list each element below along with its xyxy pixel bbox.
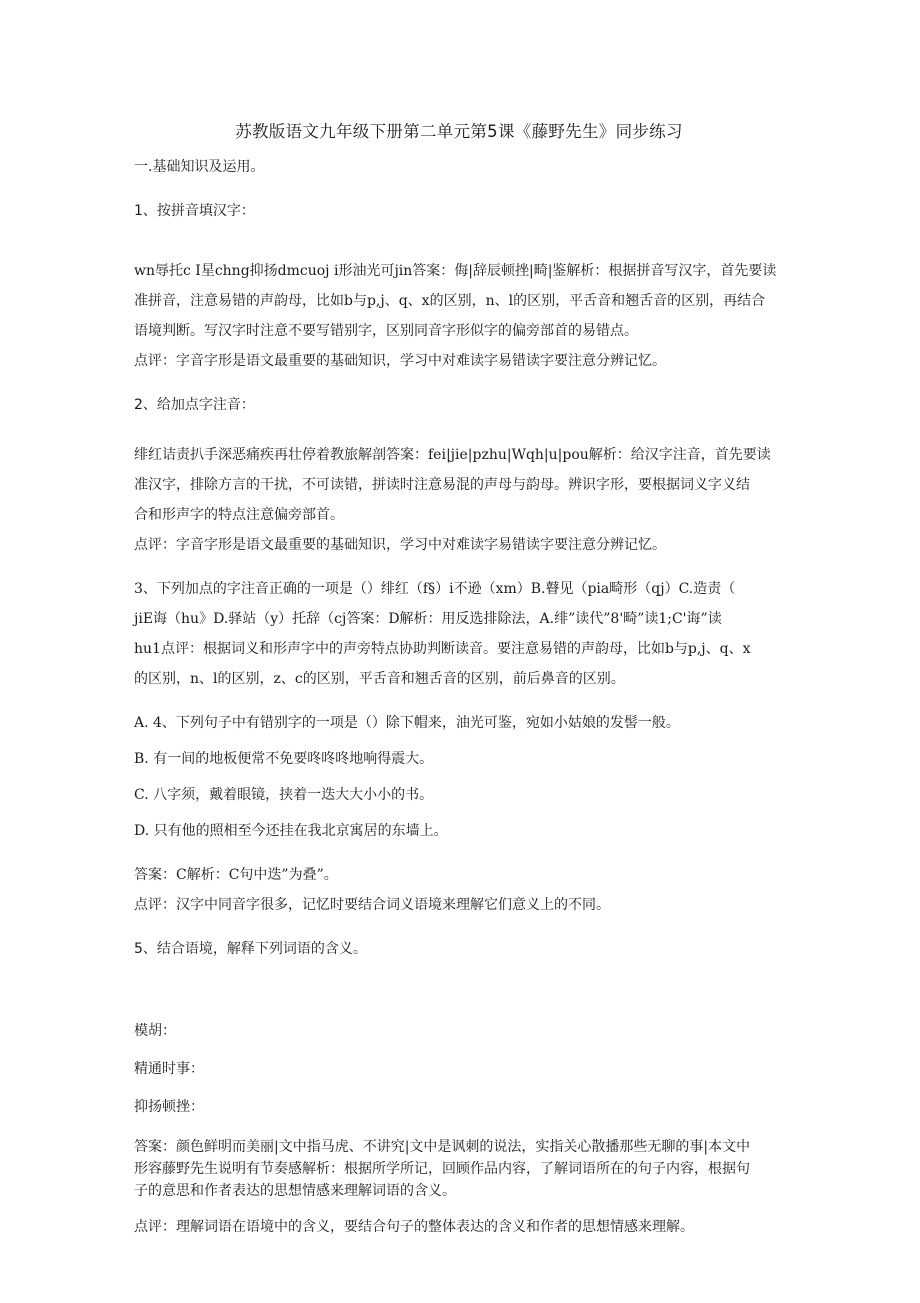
question-1-line: 准拼音，注意易错的声韵母，比如b与p,j、q、x的区别，n、l的区别，平舌音和翘舌音的区别，再结合 xyxy=(134,293,766,309)
question-4-option-c: C. 八字须，戴着眼镜，挟着一迭大大小小的书。 xyxy=(134,787,434,803)
question-5-answer-line: 子的意思和作者表达的思想情感来理解词语的含义。 xyxy=(134,1183,456,1199)
question-1-heading: 1、按拼音填汉字： xyxy=(134,203,255,219)
question-3-line: 3、下列加点的字注音正确的一项是（）绯红（f§）i不逊（xm）B.瞽见（pia畸形（qj）C.造责（ xyxy=(134,581,736,597)
question-3-line: hu1点评：根据词义和形声字中的声旁特点协助判断读音。要注意易错的声韵母，比如b与p,j、q、x xyxy=(134,641,751,657)
question-5-comment: 点评：理解词语在语境中的含义，要结合句子的整体表达的含义和作者的思想情感来理解。 xyxy=(134,1219,694,1235)
question-2-heading: 2、给加点字注音： xyxy=(134,397,255,413)
question-3-line: 的区别，n、l的区别，z、c的区别，平舌音和翘舌音的区别，前后鼻音的区别。 xyxy=(134,671,625,687)
question-1-comment: 点评：字音字形是语文最重要的基础知识，学习中对难读字易错读字要注意分辨记忆。 xyxy=(134,353,666,369)
page-title: 苏教版语文九年级下册第二单元第5课《藤野先生》同步练习 xyxy=(235,122,683,141)
question-4-option-d: D. 只有他的照相至今还挂在我北京寓居的东墙上。 xyxy=(134,823,448,839)
question-5-term: 抑扬顿挫： xyxy=(134,1099,204,1115)
document-page xyxy=(134,118,784,1242)
question-4-answer: 答案：C解析：C句中迭”为叠”。 xyxy=(134,867,338,883)
question-5-answer-line: 形容藤野先生说明有节奏感解析：根据所学所记，回顾作品内容，了解词语所在的句子内容，根据句 xyxy=(134,1161,750,1177)
question-4-option-a: A. 4、下列句子中有错别字的一项是（）除下帽来，油光可鉴，宛如小姑娘的发髻一般。 xyxy=(134,715,680,731)
question-2-line: 合和形声字的特点注意偏旁部首。 xyxy=(134,507,344,523)
section-heading: 一.基础知识及运用。 xyxy=(134,159,265,175)
question-5-heading: 5、结合语境，解释下列词语的含义。 xyxy=(134,941,367,957)
question-1-line: 语境判断。写汉字时注意不要写错别字，区别同音字形似字的偏旁部首的易错点。 xyxy=(134,323,638,339)
question-5-term: 模胡： xyxy=(134,1023,176,1039)
question-3-line: jiE诲（hu》D.驿站（y）托辞（cj答案：D解析：用反选排除法，A.绯”读代”8'畸”读1;C'诲”读 xyxy=(134,611,722,627)
question-2-line: 准汉字，排除方言的干扰，不可读错，拼读时注意易混的声母与韵母。辨识字形，要根据词义字义结 xyxy=(134,477,750,493)
question-1-line: wn辱托c I星chng抑扬dmcuoj i形油光可jin答案：侮|辞辰顿挫|畸|鉴解析：根据拼音写汉字，首先要读 xyxy=(134,263,777,279)
question-2-line: 绯红诘责扒手深恶痛疾再壮停着教旅解剖答案：fei|jie|pzhu|Wqh|u|pou解析：给汉字注音，首先要读 xyxy=(134,447,771,463)
question-2-comment: 点评：字音字形是语文最重要的基础知识，学习中对难读字易错读字要注意分辨记忆。 xyxy=(134,537,666,553)
question-5-term: 精通时事： xyxy=(134,1061,204,1077)
question-4-comment: 点评：汉字中同音字很多，记忆时要结合词义语境来理解它们意义上的不同。 xyxy=(134,897,610,913)
question-4-option-b: B. 有一间的地板便常不免要咚咚咚地响得震大。 xyxy=(134,751,434,767)
question-5-answer-line: 答案：颜色鲜明而美丽|文中指马虎、不讲究|文中是讽刺的说法，实指关心散播那些无聊的事|本文中 xyxy=(134,1139,751,1155)
